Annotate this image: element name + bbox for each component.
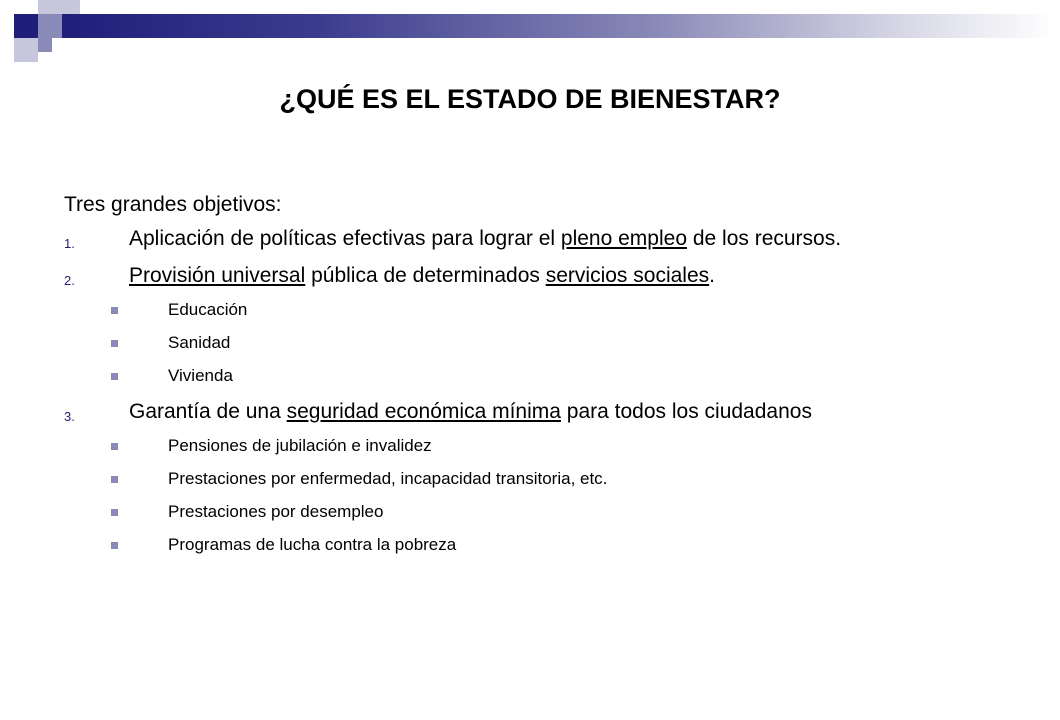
text-segment: de los recursos. [687,227,842,250]
underlined-term: servicios sociales [545,264,710,287]
slide-content [64,193,1024,567]
subitem [64,332,1024,354]
decor-square [14,38,38,62]
decor-square [38,0,62,14]
header-decoration [0,0,1060,70]
underlined-term: seguridad económica mínima [286,400,561,423]
objective-text [129,227,841,250]
objective-item [64,262,1024,289]
square-bullet-icon [111,509,118,516]
objective-item [64,225,1024,252]
objective-text [129,264,715,287]
text-segment: . [709,264,715,287]
text-segment: para todos los ciudadanos [560,400,812,423]
text-segment: Aplicación de políticas efectivas para lograr el [129,227,561,250]
subitem-label: Programas de lucha contra la pobreza [168,535,457,554]
subitem [64,299,1024,321]
slide-title: ¿QUÉ ES EL ESTADO DE BIENESTAR? [279,84,781,114]
underlined-term: Provisión universal [129,264,306,287]
objective-number: 2. [64,273,75,288]
intro-text: Tres grandes objetivos: [64,193,282,216]
decor-square [14,14,38,38]
square-bullet-icon [111,373,118,380]
objective-number: 3. [64,409,75,424]
subitem [64,534,1024,556]
objective-text [129,400,812,423]
header-gradient-bar [62,14,1054,38]
decor-square [62,0,80,14]
objective-item [64,398,1024,425]
objective-number: 1. [64,236,75,251]
square-bullet-icon [111,542,118,549]
square-bullet-icon [111,307,118,314]
subitem [64,365,1024,387]
text-segment: pública de determinados [305,264,546,287]
decor-square [38,38,52,52]
square-bullet-icon [111,340,118,347]
subitem [64,435,1024,457]
subitem [64,468,1024,490]
subitem-label: Prestaciones por enfermedad, incapacidad transitoria, etc. [168,469,608,488]
square-bullet-icon [111,476,118,483]
underlined-term: pleno empleo [560,227,687,250]
square-bullet-icon [111,443,118,450]
subitem-label: Pensiones de jubilación e invalidez [168,436,432,455]
text-segment: Garantía de una [129,400,287,423]
subitem-label: Prestaciones por desempleo [168,502,384,521]
subitem-label: Educación [168,300,248,319]
decor-square [38,14,62,38]
subitem-label: Vivienda [168,366,233,385]
subitem [64,501,1024,523]
subitem-label: Sanidad [168,333,231,352]
